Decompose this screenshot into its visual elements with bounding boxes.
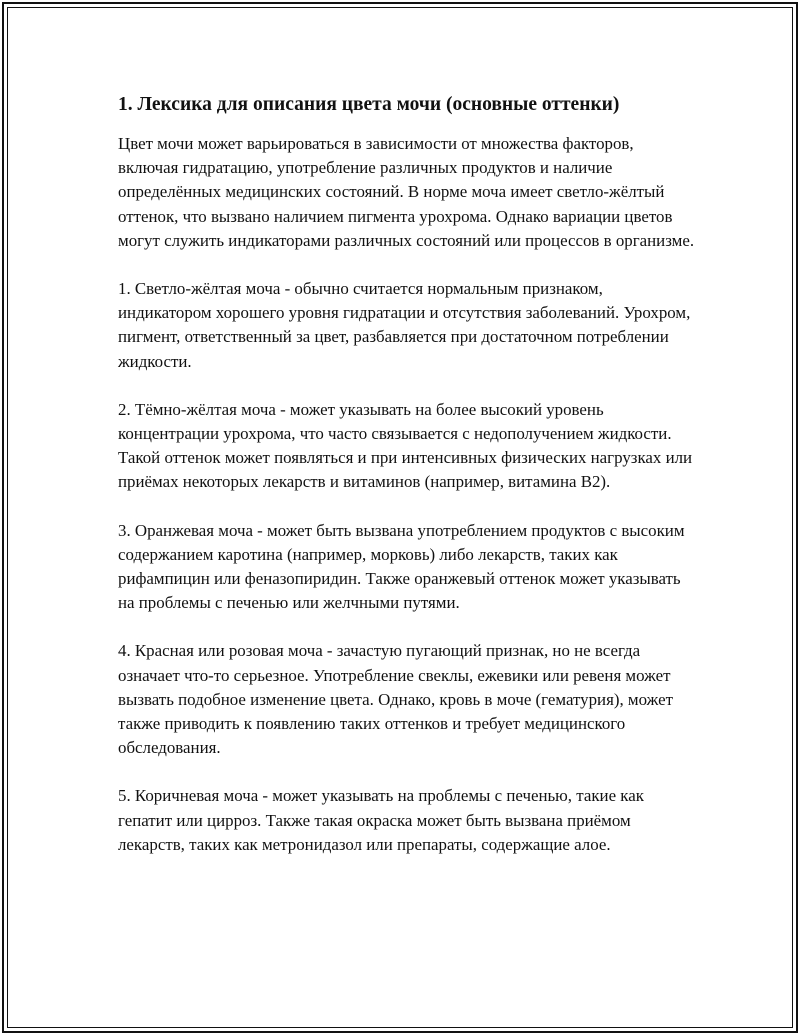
item-orange: 3. Оранжевая моча - может быть вызвана употреблением продуктов с высоким содержанием каротина (например, морковь) либо лекарств, таких как рифампицин или феназопиридин. Также оранжевый оттенок может указывать на проблемы с печенью или желчными путями. xyxy=(118,520,685,613)
intro-paragraph: Цвет мочи может варьироваться в зависимости от множества факторов, включая гидратацию, употребление различных продуктов и наличие определённых медицинских состояний. В норме моча имеет светло-жёлтый оттенок, что вызвано наличием пигмента урохрома. Однако вариации цветов могут служить индикаторами различных состояний или процессов в организме. xyxy=(118,134,695,250)
item-brown: 5. Коричневая моча - может указывать на проблемы с печенью, такие как гепатит или цирроз. Также такая окраска может быть вызвана приёмом лекарств, таких как метронидазол или препараты, содержащие алое. xyxy=(118,786,644,854)
item-red-pink: 4. Красная или розовая моча - зачастую пугающий признак, но не всегда означает что-то серьезное. Употребление свеклы, ежевики или ревеня может вызвать подобное изменение цвета. Однако, кровь в моче (гематурия), может также приводить к появлению таких оттенков и требует медицинского обследования. xyxy=(118,641,673,758)
item-dark-yellow: 2. Тёмно-жёлтая моча - может указывать на более высокий уровень концентрации урохрома, что часто связывается с недополучением жидкости. Такой оттенок может появляться и при интенсивных физических нагрузках или приёмах некоторых лекарств и витаминов (например, витамина B2). xyxy=(118,399,693,492)
section-title: 1. Лексика для описания цвета мочи (основные оттенки) xyxy=(118,94,620,115)
document-body xyxy=(118,92,698,881)
item-light-yellow: 1. Светло-жёлтая моча - обычно считается нормальным признаком, индикатором хорошего уровня гидратации и отсутствия заболеваний. Урохром, пигмент, ответственный за цвет, разбавляется при достаточном потреблении жидкости. xyxy=(118,279,691,371)
